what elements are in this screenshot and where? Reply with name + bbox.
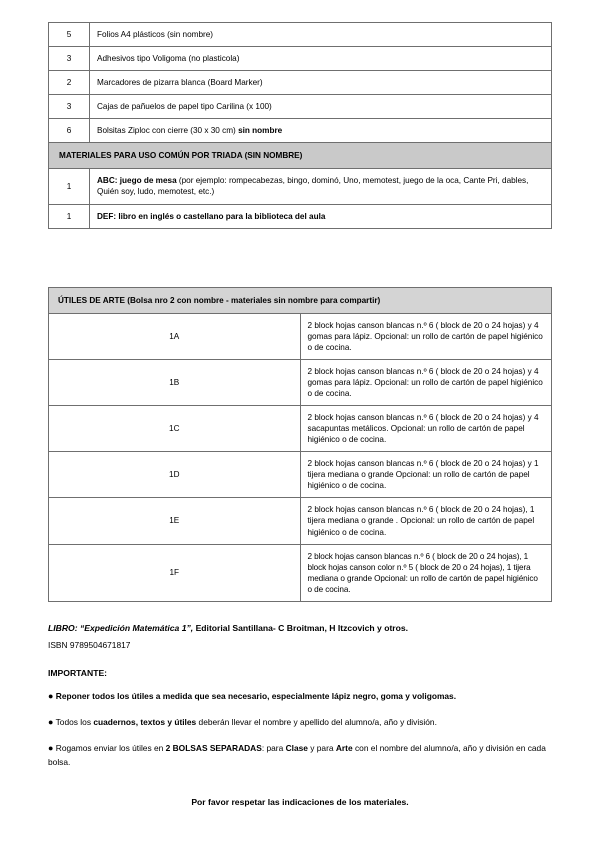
row-code: 1D (49, 452, 301, 498)
footer-note: Por favor respetar las indicaciones de los materiales. (191, 797, 409, 808)
bullet-text-part: Todos los (55, 716, 94, 727)
row-quantity: 3 (49, 47, 90, 71)
row-quantity: 1 (49, 204, 90, 228)
bullet-text-part: cuadernos, textos y útiles (93, 716, 197, 727)
book-info (48, 622, 552, 652)
bullet-text-part: con el nombre del alumno/a, año y división en cada bolsa. (48, 742, 546, 767)
section-header-text: MATERIALES PARA USO COMÚN POR TRIADA (SIN NOMBRE) (49, 143, 552, 169)
row-description (90, 119, 552, 143)
bullet-dot-icon: ● (48, 691, 54, 701)
abc-rest: (por ejemplo: rompecabezas, bingo, dominó, Uno, memotest, juego de la oca, Cante Pri, dables, Quién soy, ludo, memotest, etc.) (97, 176, 529, 197)
table-row-ziploc (49, 119, 552, 143)
row-description: 2 block hojas canson blancas n.º 6 ( block de 20 o 24 hojas), 1 tijera mediana o grande . Opcional: un rollo de cartón de papel higiénico o de cocina. (300, 498, 552, 544)
important-bullet-3 (48, 741, 552, 770)
bullet-text-part: : para (261, 742, 286, 753)
ziploc-text: Bolsitas Ziploc con cierre (30 x 30 cm) (97, 126, 239, 136)
row-description: Adhesivos tipo Voligoma (no plasticola) (90, 47, 552, 71)
table-row (49, 406, 552, 452)
row-quantity: 6 (49, 119, 90, 143)
row-description: 2 block hojas canson blancas n.º 6 ( block de 20 o 24 hojas) y 4 gomas para lápiz. Opcional: un rollo de cartón de papel higiénico o de cocina. (300, 359, 552, 405)
table-row (49, 47, 552, 71)
row-code: 1A (49, 313, 301, 359)
section-spacer (48, 229, 552, 287)
row-description: 2 block hojas canson blancas n.º 6 ( block de 20 o 24 hojas) y 1 tijera mediana o grande Opcional: un rollo de cartón de papel higiénico o de cocina. (300, 452, 552, 498)
row-description: Folios A4 plásticos (sin nombre) (90, 23, 552, 47)
row-description: Marcadores de pizarra blanca (Board Marker) (90, 71, 552, 95)
row-description: DEF: libro en inglés o castellano para la biblioteca del aula (90, 204, 552, 228)
row-description: 2 block hojas canson blancas n.º 6 ( block de 20 o 24 hojas) y 4 sacapuntas metálicos. Opcional: un rollo de cartón de papel higiénico o de cocina. (300, 406, 552, 452)
bullet-text-part: Rogamos enviar los útiles en (55, 742, 166, 753)
bullet-text: Reponer todos los útiles a medida que sea necesario, especialmente lápiz negro, goma y voligomas. (55, 691, 457, 701)
row-description: 2 block hojas canson blancas n.º 6 ( block de 20 o 24 hojas) y 4 gomas para lápiz. Opcional: un rollo de cartón de papel higiénico o de cocina. (300, 313, 552, 359)
row-description (90, 169, 552, 204)
bullet-text-part: y para (307, 742, 336, 753)
table-row-abc (49, 169, 552, 204)
materials-table (48, 22, 552, 229)
row-quantity: 5 (49, 23, 90, 47)
row-quantity: 1 (49, 169, 90, 204)
bullet-text-part: Clase (285, 742, 308, 753)
table-row (49, 498, 552, 544)
bullet-dot-icon: ● (48, 716, 54, 727)
book-label: LIBRO: (48, 622, 78, 633)
bullet-text-part: deberán llevar el nombre y apellido del alumno/a, año y división. (196, 716, 437, 727)
bullet-dot-icon: ● (48, 742, 54, 753)
table-row (49, 95, 552, 119)
book-title: “Expedición Matemática 1”, (77, 622, 194, 633)
section-header-row (49, 143, 552, 169)
important-bullet-1 (48, 689, 552, 704)
row-code: 1B (49, 359, 301, 405)
art-header-row (49, 287, 552, 313)
bullet-text-part: Arte (335, 742, 353, 753)
row-code: 1E (49, 498, 301, 544)
row-description: 2 block hojas canson blancas n.º 6 ( block de 20 o 24 hojas), 1 block hojas canson color n.º 5 ( block de 20 o 24 hojas), 1 tijera mediana o grande Opcional: un rollo de cartón de papel higiénico o de cocina. (300, 544, 552, 601)
table-row (49, 23, 552, 47)
table-row (49, 452, 552, 498)
ziploc-emphasis: sin nombre (238, 126, 283, 136)
book-isbn: ISBN 9789504671817 (48, 639, 131, 650)
table-row (49, 71, 552, 95)
abc-label: ABC: juego de mesa (97, 176, 177, 186)
bullet-text-part: 2 BOLSAS SEPARADAS (165, 742, 262, 753)
art-header-text: ÚTILES DE ARTE (Bolsa nro 2 con nombre - materiales sin nombre para compartir) (49, 287, 552, 313)
table-row (49, 359, 552, 405)
important-bullet-2 (48, 715, 552, 730)
table-row-def (49, 204, 552, 228)
table-row (49, 313, 552, 359)
art-supplies-table (48, 287, 552, 602)
row-description: Cajas de pañuelos de papel tipo Carilina (x 100) (90, 95, 552, 119)
row-code: 1C (49, 406, 301, 452)
table-row (49, 544, 552, 601)
row-quantity: 3 (49, 95, 90, 119)
row-code: 1F (49, 544, 301, 601)
row-quantity: 2 (49, 71, 90, 95)
important-heading: IMPORTANTE: (48, 668, 108, 678)
book-title-line (48, 622, 552, 636)
book-publisher: Editorial Santillana- C Broitman, H Itzcovich y otros. (193, 622, 409, 633)
